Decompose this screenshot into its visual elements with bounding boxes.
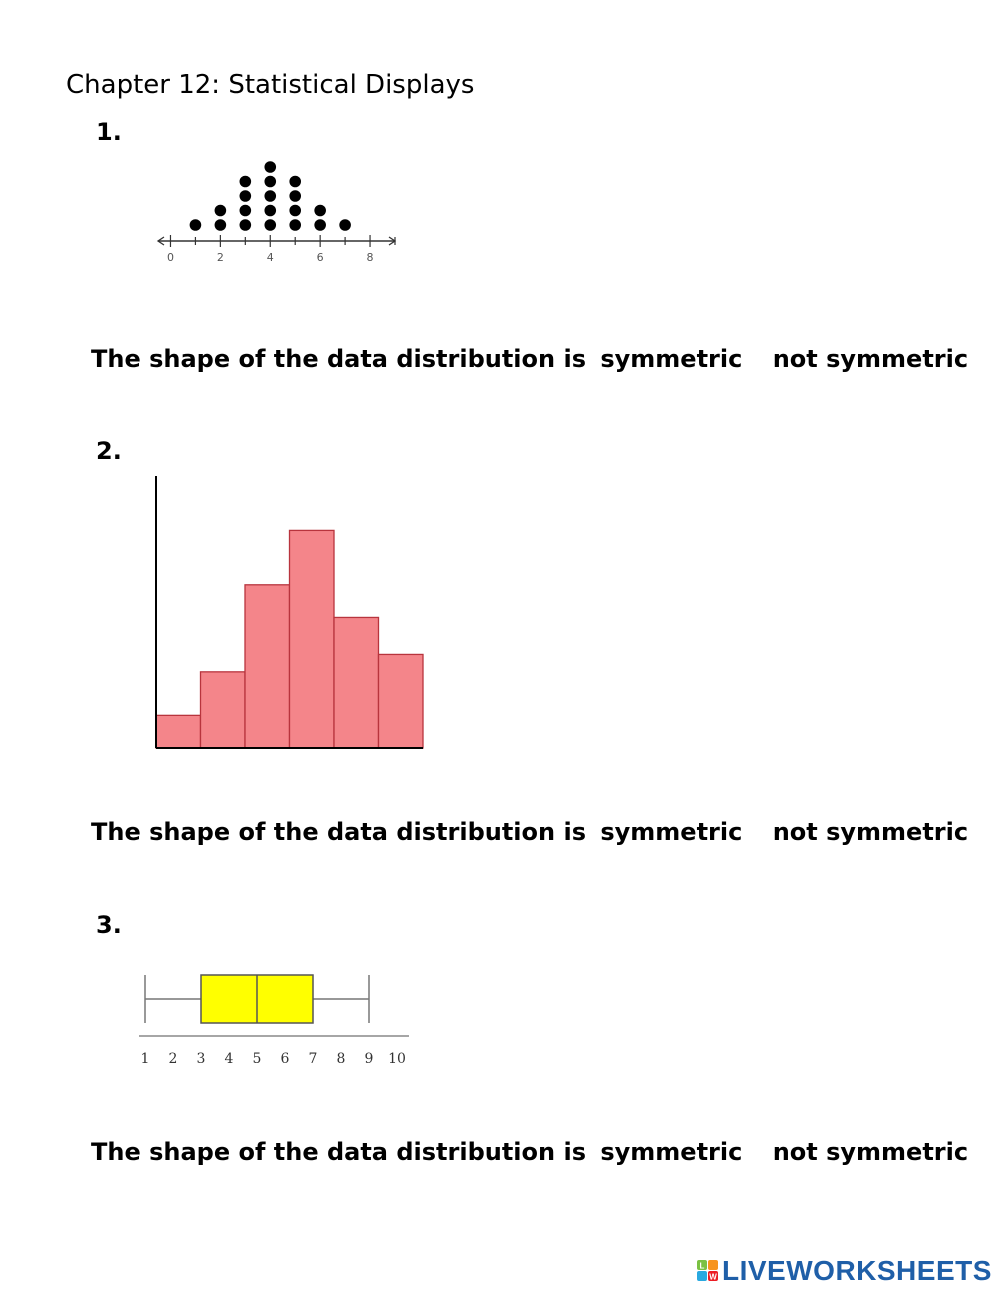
question-1-number: 1. (96, 118, 122, 146)
question-3-number: 3. (96, 911, 122, 939)
liveworksheets-logo-icon (697, 1260, 719, 1282)
question-3-option-symmetric[interactable]: symmetric (600, 1138, 743, 1166)
logo-square (708, 1260, 718, 1270)
box-plot-tick-label: 6 (280, 1051, 290, 1067)
question-1-option-not-symmetric[interactable]: not symmetric (772, 345, 969, 373)
dot-plot-dot (264, 190, 276, 202)
question-2-option-symmetric[interactable]: symmetric (600, 818, 743, 846)
dot-plot-dot (240, 190, 252, 202)
box-plot-tick-label: 2 (168, 1051, 178, 1067)
dot-plot-dot (240, 205, 252, 217)
histogram-bar (245, 585, 290, 748)
box-plot-tick-label: 4 (224, 1051, 234, 1067)
dot-plot-dot (289, 205, 301, 217)
dot-plot-dot (339, 219, 351, 231)
liveworksheets-logo-text: LIVEWORKSHEETS (722, 1255, 992, 1286)
dot-plot-dot (264, 161, 276, 173)
histogram-chart (150, 470, 430, 755)
dot-plot-dot (215, 205, 227, 217)
question-2-sentence (91, 818, 968, 846)
box-plot-tick-label: 7 (308, 1051, 318, 1067)
logo-letter: L (699, 1261, 705, 1271)
dot-plot-tick-label: 2 (216, 251, 224, 264)
question-3-sentence (91, 1138, 968, 1166)
question-1-prompt: The shape of the data distribution is (91, 345, 586, 373)
question-1-option-symmetric[interactable]: symmetric (600, 345, 743, 373)
question-3-prompt: The shape of the data distribution is (91, 1138, 586, 1166)
histogram-bar (156, 715, 201, 748)
dot-plot-dot (289, 219, 301, 231)
dot-plot-tick-label: 8 (366, 251, 374, 264)
box-plot-tick-label: 3 (196, 1051, 206, 1067)
dot-plot-dot (240, 219, 252, 231)
dot-plot-dot (190, 219, 202, 231)
logo-letter: W (709, 1272, 717, 1282)
page-title: Chapter 12: Statistical Displays (66, 70, 475, 100)
dot-plot-tick-label: 0 (166, 251, 174, 264)
histogram-bar (334, 617, 379, 748)
dot-plot-dot (264, 219, 276, 231)
liveworksheets-logo (697, 1254, 992, 1288)
dot-plot-dot (215, 219, 227, 231)
dot-plot-chart (150, 150, 410, 270)
dot-plot-dot (289, 176, 301, 188)
histogram-bar (290, 530, 335, 748)
box-plot-tick-label: 10 (388, 1051, 406, 1067)
box-plot-tick-label: 8 (336, 1051, 346, 1067)
dot-plot-dot (264, 205, 276, 217)
question-1-sentence (91, 345, 968, 373)
logo-square (697, 1271, 707, 1281)
box-plot-tick-label: 1 (140, 1051, 150, 1067)
question-2-option-not-symmetric[interactable]: not symmetric (772, 818, 969, 846)
dot-plot-tick-label: 6 (316, 251, 324, 264)
question-2-prompt: The shape of the data distribution is (91, 818, 586, 846)
box-plot-chart (135, 955, 415, 1085)
box-plot-tick-label: 5 (252, 1051, 262, 1067)
dot-plot-tick-label: 4 (266, 251, 274, 264)
histogram-bar (379, 654, 424, 748)
dot-plot-dot (240, 176, 252, 188)
histogram-bar (201, 672, 246, 748)
dot-plot-dot (314, 205, 326, 217)
question-3-option-not-symmetric[interactable]: not symmetric (772, 1138, 969, 1166)
box-plot-tick-label: 9 (364, 1051, 374, 1067)
dot-plot-dot (314, 219, 326, 231)
dot-plot-dot (264, 176, 276, 188)
question-2-number: 2. (96, 437, 122, 465)
dot-plot-dot (289, 190, 301, 202)
